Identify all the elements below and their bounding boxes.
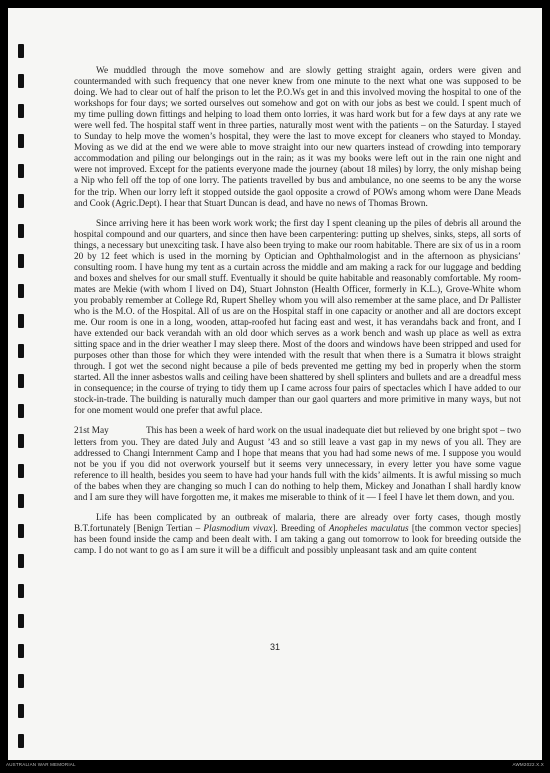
paragraph-arrival: Since arriving here it has been work work work; the first day I spent cleaning up the piles of debris all around the hospital compound and our quarters, and since then have been carpentering: putting up shelves, sinks, steps, all sorts of things, a necessary but unexciting task. I have also been trying to make our room habitable. There are six of us in a room 20 by 12 feet which is used in the morning by Optician and Ophthalmologist and in the afternoon as physicians’ consulting room. I have hung my tent as a curtain across the middle and am making a rack for our luggage and bedding and boxes and shelves for our small stuff. Eventually it should be quite habitable and reasonably comfortable. My room-mates are Mekie (with whom I lived on D4), Stuart Johnston (Health Officer, formerly in K.L.), Grove-White whom you probably remember at College Rd, Rupert Shelley whom you will also remember at the same place, and Dr Pallister who is the M.O. of the Hospital. All of us are on the Hospital staff in one capacity or another and all are doctors except me. Our room is one in a long, wooden, attap-roofed hut facing east and west, it has verandahs back and front, and I have extended our back verandah with an old door which serves as a work bench and wash up place as well as extra sitting space and in the drier weather I may sleep there. Most of the doors and windows have been stripped and used for purposes other than those for which they were intended with the result that when there is a Sumatra it blows straight through. I got wet the second night because a pile of beds prevented me getting my bed in properly when the storm started. All the inner asbestos walls and ceiling have been shattered by shell splinters and bullets and are a dreadful mess in consequence; in the course of trying to tidy them up I came across four pairs of spectacles which I have added to our stock-in-trade. The building is naturally much damper than our gaol quarters and more primitive in many ways, but not for one moment would one prefer that awful place. — [74, 218, 521, 417]
species-name-2: Anopheles maculatus — [328, 523, 409, 534]
entry-date: 21st May — [74, 426, 109, 437]
body-text — [74, 66, 521, 557]
paragraph-dated-entry — [74, 426, 521, 503]
species-name-1: Plasmodium vivax — [203, 523, 273, 534]
paragraph-move: We muddled through the move somehow and are slowly getting straight again, orders were given and countermanded with such frequency that one never knew from one minute to the next what one was supposed to be doing. We had to clear out of half the prison to let the P.O.Ws get in and this involved moving the hospital to one of the workshops for four days; we sorted ourselves out somehow and got on with our jobs as best we could. I spent much of my time pulling down fittings and helping to load them onto lorries, it was hard work but for a few days at any rate we were well fed. The hospital staff went in three parties, naturally most went with the patients – on the Saturday. I stayed to Sunday to help move the women’s hospital, they were the last to move except for cleaners who stayed to Monday. Moving as we did at the end we were able to move straight into our new quarters instead of crowding into temporary accommodation and piling our belongings out in the rain; as it was my books were left out in the rain one night and were not improved. Except for the patients everyone made the journey (about 18 miles) by lorry, the only mishap being a Nip who fell off the top of one lorry. The patients travelled by bus and ambulance, no one seems to be any the worse for the trip. When our lorry left it stopped outside the gaol opposite a crowd of POWs among whom were Dane Meads and Cook (Agric.Dept). I hear that Stuart Duncan is dead, and have no news of Thomas Brown. — [74, 66, 521, 209]
malaria-text-3: [the common vector species] has been found inside the camp and been dealt with. I am taking a gang out tomorrow to look for breeding outside the camp. I do not want to go as I am sure it will be a difficult and possibly unpleasant task and am quite content — [74, 523, 522, 556]
document-page — [8, 8, 542, 760]
entry-text: This has been a week of hard work on the usual inadequate diet but relieved by one bright spot – two letters from you. They are dated July and August ’43 and so still leave a vast gap in my news of you all. They are addressed to Changi Internment Camp and I hope that means that you had had some news of me. I suppose you would not be you if you did not overwork yourself but it seems very unnecessary, in every letter you have some vague reference to ill health, besides you seem to have had your hands full with the kids’ ailments. It is awful missing so much of the babes when they are changing so much I can do nothing to help them, Mickey and Jonathan I shall hardly know and I am sure they will have forgotten me, it makes me miserable to think of it — I feel I have let them down, and you. — [74, 426, 521, 503]
footer-credit: AUSTRALIAN WAR MEMORIAL — [6, 762, 76, 767]
malaria-text-1: Life has been complicated by an outbreak of malaria, there are already over forty cases, though mostly B.T.fortunately [Benign Tertian – — [74, 512, 521, 534]
page-number: 31 — [269, 642, 280, 652]
malaria-text-2: ]. Breeding of — [272, 523, 329, 534]
paragraph-malaria — [74, 513, 521, 557]
footer-reference: AWM2022.X.X — [512, 762, 544, 767]
